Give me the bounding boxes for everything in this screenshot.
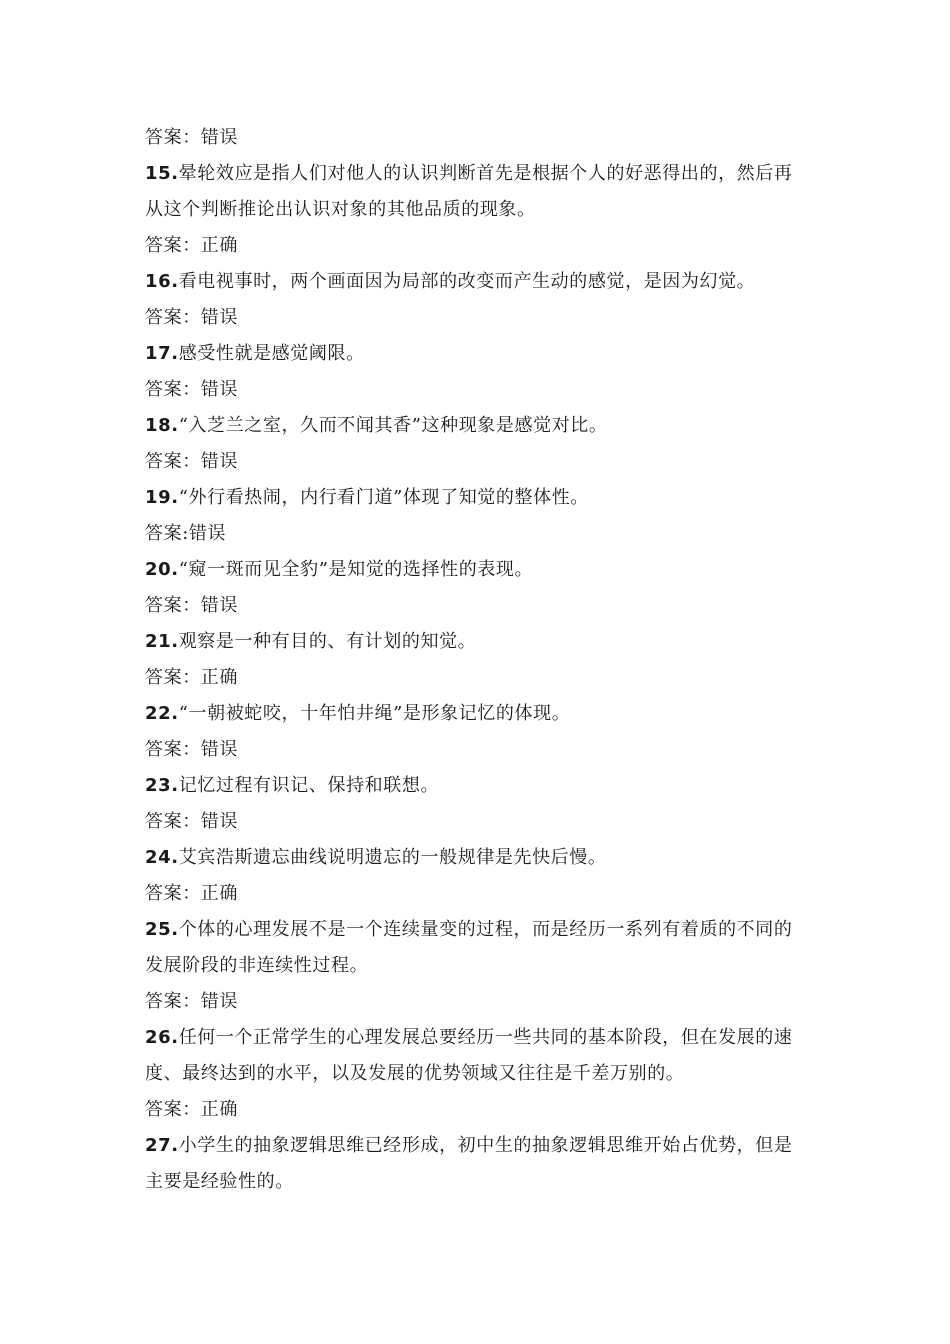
answer-text: 答案：错误 [145, 811, 238, 832]
answer-text: 答案：正确 [145, 667, 238, 688]
question-text: 个体的心理发展不是一个连续量变的过程，而是经历一系列有着质的不同的 [178, 919, 793, 940]
question-text: “入芝兰之室，久而不闻其香”这种现象是感觉对比。 [178, 415, 608, 436]
answer-line [145, 120, 810, 156]
answer-text: 答案：错误 [145, 379, 238, 400]
answer-line [145, 984, 810, 1020]
question-number: 20. [145, 559, 179, 580]
question-text-continued: 度、最终达到的水平，以及发展的优势领域又往往是千差万别的。 [145, 1063, 685, 1084]
question-text: “一朝被蛇咬，十年怕井绳”是形象记忆的体现。 [178, 703, 571, 724]
answer-text: 答案：正确 [145, 235, 238, 256]
question-text-continued: 发展阶段的非连续性过程。 [145, 955, 369, 976]
answer-text: 答案：错误 [145, 127, 238, 148]
question-number: 17. [145, 343, 179, 364]
question-text: 任何一个正常学生的心理发展总要经历一些共同的基本阶段，但在发展的速 [178, 1027, 793, 1048]
question-line [145, 696, 810, 732]
question-text: 感受性就是感觉阈限。 [178, 343, 365, 364]
answer-line [145, 876, 810, 912]
answer-text: 答案：错误 [145, 991, 238, 1012]
answer-text: 答案：错误 [145, 595, 238, 616]
answer-text: 答案：正确 [145, 883, 238, 904]
answer-text: 答案：错误 [145, 451, 238, 472]
question-line [145, 624, 810, 660]
answer-line [145, 588, 810, 624]
question-line [145, 408, 810, 444]
question-number: 24. [145, 847, 179, 868]
answer-line [145, 732, 810, 768]
answer-text: 答案：错误 [145, 307, 238, 328]
question-text: 晕轮效应是指人们对他人的认识判断首先是根据个人的好恶得出的，然后再 [178, 163, 793, 184]
question-line [145, 1020, 810, 1056]
document-page [145, 120, 810, 1200]
question-number: 16. [145, 271, 179, 292]
question-line [145, 912, 810, 948]
question-continuation [145, 948, 810, 984]
question-line [145, 840, 810, 876]
question-text: 艾宾浩斯遗忘曲线说明遗忘的一般规律是先快后慢。 [178, 847, 607, 868]
question-text: 小学生的抽象逻辑思维已经形成，初中生的抽象逻辑思维开始占优势，但是 [178, 1135, 793, 1156]
question-number: 19. [145, 487, 179, 508]
question-line [145, 156, 810, 192]
answer-line [145, 300, 810, 336]
answer-line [145, 444, 810, 480]
question-text: 观察是一种有目的、有计划的知觉。 [178, 631, 477, 652]
question-line [145, 264, 810, 300]
question-text-continued: 主要是经验性的。 [145, 1171, 294, 1192]
question-number: 21. [145, 631, 179, 652]
answer-line [145, 228, 810, 264]
question-text: 看电视事时，两个画面因为局部的改变而产生动的感觉，是因为幻觉。 [178, 271, 756, 292]
question-continuation [145, 1056, 810, 1092]
answer-text: 答案:错误 [145, 523, 227, 544]
question-number: 25. [145, 919, 179, 940]
answer-text: 答案：错误 [145, 739, 238, 760]
question-continuation [145, 1164, 810, 1200]
question-text: 记忆过程有识记、保持和联想。 [178, 775, 440, 796]
question-line [145, 552, 810, 588]
question-line [145, 1128, 810, 1164]
answer-line [145, 660, 810, 696]
question-line [145, 768, 810, 804]
question-number: 22. [145, 703, 179, 724]
question-number: 27. [145, 1135, 179, 1156]
question-number: 26. [145, 1027, 179, 1048]
question-number: 15. [145, 163, 179, 184]
answer-line [145, 372, 810, 408]
question-continuation [145, 192, 810, 228]
question-text: “窥一斑而见全豹”是知觉的选择性的表现。 [178, 559, 534, 580]
question-number: 18. [145, 415, 179, 436]
answer-line [145, 516, 810, 552]
question-text-continued: 从这个判断推论出认识对象的其他品质的现象。 [145, 199, 536, 220]
question-line [145, 480, 810, 516]
answer-line [145, 1092, 810, 1128]
question-text: “外行看热闹，内行看门道”体现了知觉的整体性。 [178, 487, 589, 508]
answer-text: 答案：正确 [145, 1099, 238, 1120]
answer-line [145, 804, 810, 840]
question-number: 23. [145, 775, 179, 796]
question-line [145, 336, 810, 372]
